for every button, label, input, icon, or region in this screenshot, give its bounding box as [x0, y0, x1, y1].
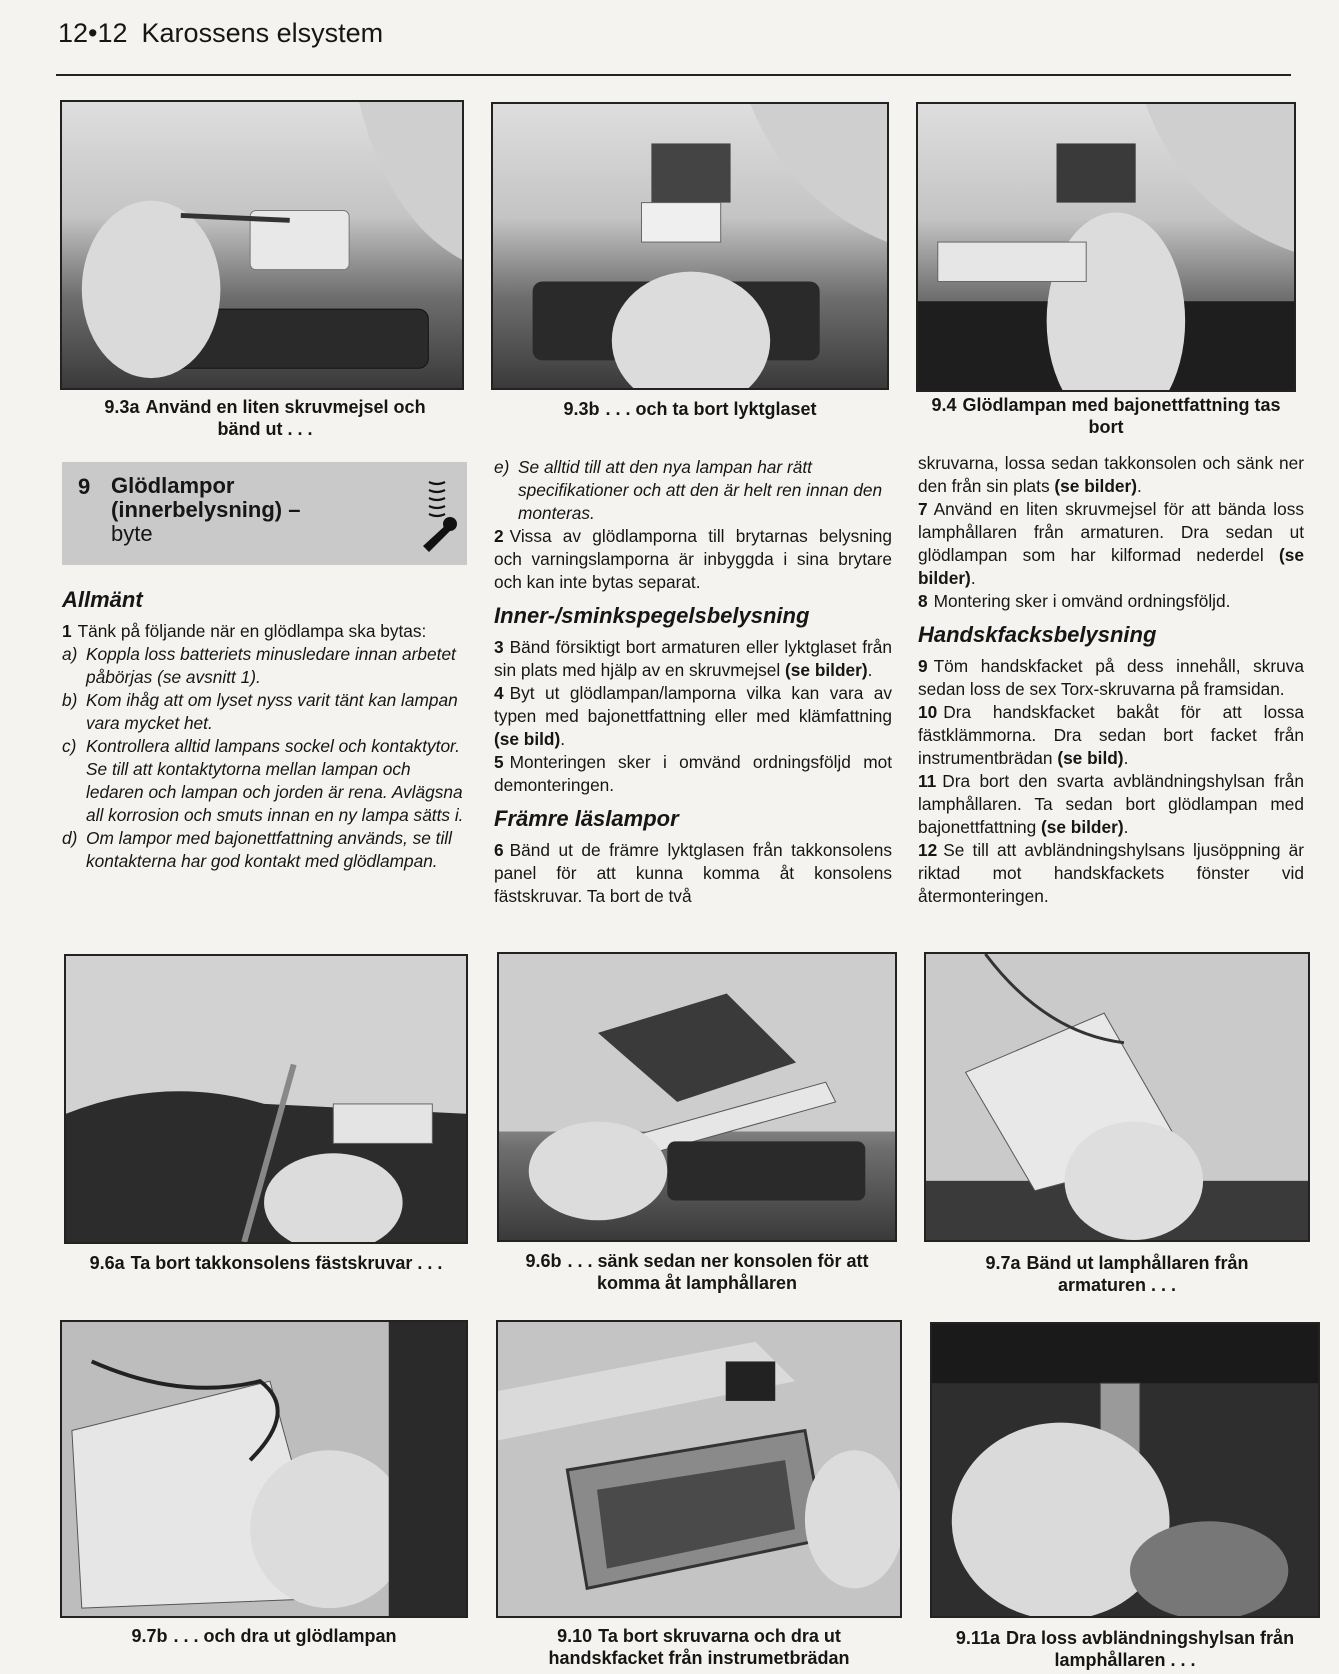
- heading-handskfack: Handskfacksbelysning: [918, 622, 1157, 647]
- paragraph-3: 3 Bänd försiktigt bort armaturen eller lyktglaset från sin plats med hjälp av en skruvmejsel (se bilder).: [494, 637, 892, 680]
- photo-9-11a: [930, 1322, 1320, 1618]
- caption-9-6b: 9.6b . . . sänk sedan ner konsolen för att komma åt lamphållaren: [525, 1251, 869, 1293]
- caption-9-3b: 9.3b . . . och ta bort lyktglaset: [563, 399, 817, 419]
- photo-9-7b: [60, 1320, 468, 1618]
- chapter-title: Karossens elsystem: [141, 18, 384, 48]
- photo-9-3b: [491, 102, 889, 390]
- list-item: d) Om lampor med bajonettfattning används, se till kontakterna har god kontakt med glödlampan.: [62, 828, 452, 871]
- paragraph-6-cont: skruvarna, lossa sedan takkonsolen och sänk ner den från sin plats (se bilder).: [918, 453, 1304, 496]
- wrench-difficulty-icon: [419, 474, 459, 558]
- text-column-1: [62, 578, 467, 873]
- photo-9-7a: [924, 952, 1310, 1242]
- caption-9-4: 9.4 Glödlampan med bajonettfattning tas bort: [931, 395, 1281, 437]
- text-column-2: [494, 456, 892, 908]
- header-rule: [56, 74, 1291, 76]
- list-item: a) Koppla loss batteriets minusledare innan arbetet påbörjas (se avsnitt 1).: [62, 644, 456, 687]
- text-column-3: [918, 452, 1304, 908]
- heading-spegelsbelysning: Inner-/sminkspegelsbelysning: [494, 603, 810, 628]
- list-item: e) Se alltid till att den nya lampan har rätt specifikationer och att den är helt ren innan den monteras.: [494, 457, 883, 523]
- page-number: 12•12: [58, 18, 128, 48]
- caption-9-10: 9.10 Ta bort skruvarna och dra ut handskfacket från instrumetbrädan: [548, 1626, 850, 1668]
- paragraph-10: 10 Dra handskfacket bakåt för att lossa fästklämmorna. Dra sedan bort facket från instrumentbrädan (se bild).: [918, 702, 1304, 768]
- paragraph-7: 7 Använd en liten skruvmejsel för att bända loss lamphållaren från armaturen. Dra sedan ut glödlampan som har kilformad nederdel (se bilder).: [918, 499, 1304, 588]
- photo-9-3a: [60, 100, 464, 390]
- section-number: 9: [78, 474, 91, 499]
- section-title: Glödlampor (innerbelysning) – byte: [111, 473, 301, 546]
- photo-9-6b: [497, 952, 897, 1242]
- section-heading-box: [62, 462, 467, 565]
- caption-9-3a: 9.3a Använd en liten skruvmejsel och bänd ut . . .: [104, 397, 426, 439]
- heading-allmant: Allmänt: [62, 587, 143, 612]
- paragraph-12: 12 Se till att avbländningshylsans ljusöppning är riktad mot handskfackets fönster vid återmonteringen.: [918, 840, 1304, 906]
- paragraph-6: 6 Bänd ut de främre lyktglasen från takkonsolens panel för att kunna komma åt konsolens fästskruvar. Ta bort de två: [494, 840, 892, 906]
- list-item: b) Kom ihåg att om lyset nyss varit tänt kan lampan vara mycket het.: [62, 690, 458, 733]
- paragraph-9: 9 Töm handskfacket på dess innehåll, skruva sedan loss de sex Torx-skruvarna på framsidan.: [918, 656, 1304, 699]
- paragraph-11: 11 Dra bort den svarta avbländningshylsan från lamphållaren. Ta sedan bort glödlampan med bajonettfattning (se bilder).: [918, 771, 1304, 837]
- paragraph-1: 1 Tänk på följande när en glödlampa ska bytas:: [62, 621, 427, 641]
- paragraph-8: 8 Montering sker i omvänd ordningsföljd.: [918, 591, 1231, 611]
- caption-9-7a: 9.7a Bänd ut lamphållaren från armaturen . . .: [985, 1253, 1249, 1295]
- caption-9-6a: 9.6a Ta bort takkonsolens fästskruvar . . .: [89, 1253, 443, 1273]
- paragraph-4: 4 Byt ut glödlampan/lamporna vilka kan vara av typen med bajonettfattning eller med klämfattning (se bild).: [494, 683, 892, 749]
- photo-9-6a: [64, 954, 468, 1244]
- photo-9-4: [916, 102, 1296, 392]
- list-item: c) Kontrollera alltid lampans sockel och kontaktytor. Se till att kontaktytorna mellan lampan och ledaren och lampan och jorden är rena. Avlägsna all korrosion och smuts innan en ny lampa sätts i.: [62, 736, 464, 825]
- paragraph-2: 2 Vissa av glödlamporna till brytarnas belysning och varningslamporna är inbyggda i sina brytare och kan inte bytas separat.: [494, 526, 892, 592]
- photo-9-10: [496, 1320, 902, 1618]
- page-header: [58, 18, 383, 49]
- checklist: [62, 643, 467, 873]
- caption-9-11a: 9.11a Dra loss avbländningshylsan från lamphållaren . . .: [955, 1628, 1295, 1670]
- paragraph-5: 5 Monteringen sker i omvänd ordningsföljd mot demonteringen.: [494, 752, 892, 795]
- caption-9-7b: 9.7b . . . och dra ut glödlampan: [131, 1626, 397, 1646]
- heading-laslampor: Främre läslampor: [494, 806, 679, 831]
